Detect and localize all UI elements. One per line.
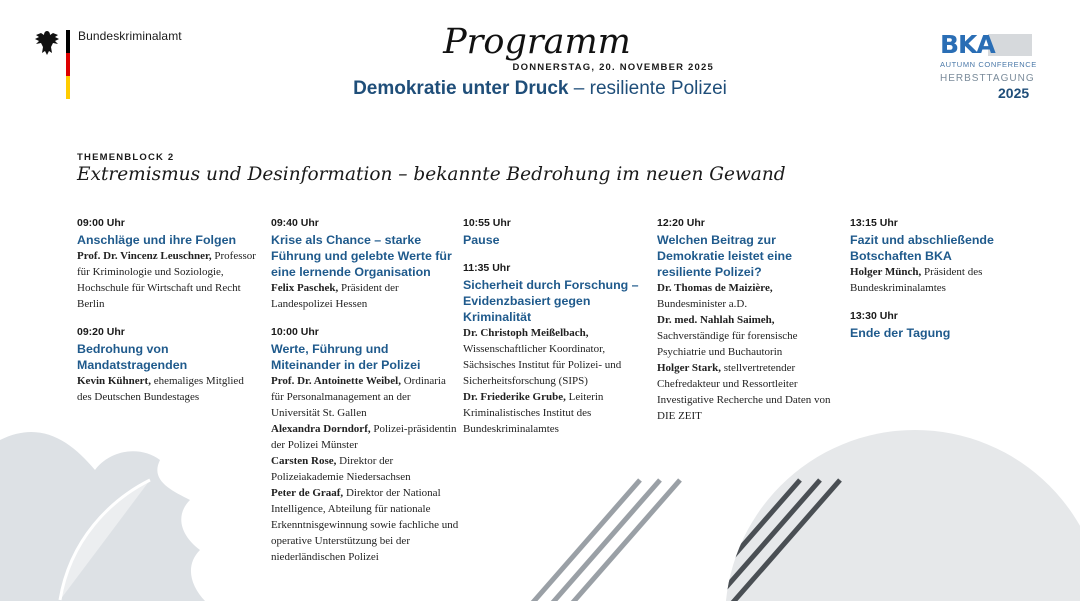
schedule-item: [850, 310, 1030, 341]
speaker-role: Präsident des Bundeskriminalamtes: [850, 266, 983, 294]
speaker-name: Alexandra Dorndorf,: [271, 423, 371, 435]
speaker-role: Leiterin Kriminalistisches Institut des Bundeskriminalamtes: [463, 391, 604, 435]
item-time: 13:15 Uhr: [850, 217, 898, 229]
page-title: Programm: [443, 22, 631, 62]
speaker-name: Prof. Dr. Vincenz Leuschner,: [77, 250, 212, 262]
schedule-column-4: [657, 217, 837, 438]
organization-name: Bundeskriminalamt: [78, 29, 182, 43]
speaker-name: Holger Münch,: [850, 266, 922, 278]
schedule-item: [271, 217, 459, 312]
speaker-name: Dr. Thomas de Maizière,: [657, 282, 773, 294]
schedule-column-1: [77, 217, 257, 419]
speaker: [850, 264, 1030, 296]
speaker: [463, 389, 643, 437]
item-time: 10:55 Uhr: [463, 217, 511, 229]
bka-logo-line1: AUTUMN CONFERENCE: [940, 60, 1037, 69]
speaker-name: Carsten Rose,: [271, 455, 337, 467]
speaker-role: Sachverständige für forensische Psychiatrie und Buchautorin: [657, 330, 798, 358]
item-title: Pause: [463, 233, 500, 247]
speaker: [271, 485, 459, 565]
schedule-item: [463, 262, 643, 437]
item-time: 09:00 Uhr: [77, 217, 125, 229]
bka-logo: [938, 30, 1038, 102]
speaker: [463, 325, 643, 389]
event-subtitle: [0, 78, 1080, 100]
item-title: Fazit und abschließende Botschaften BKA: [850, 233, 994, 263]
speaker-name: Felix Paschek,: [271, 282, 339, 294]
speaker-role: Direktor der Polizeiakademie Niedersachsen: [271, 455, 411, 483]
item-time: 09:20 Uhr: [77, 326, 125, 338]
block-label: THEMENBLOCK 2: [77, 152, 175, 163]
speaker-role: Präsident der Landespolizei Hessen: [271, 282, 399, 310]
speaker: [271, 421, 459, 453]
item-title: Welchen Beitrag zur Demokratie leistet eine resiliente Polizei?: [657, 233, 792, 279]
subtitle-rest: – resiliente Polizei: [573, 78, 727, 99]
speaker: [657, 360, 837, 424]
schedule-column-3: [463, 217, 643, 451]
speaker: [271, 453, 459, 485]
item-title: Sicherheit durch Forschung – Evidenzbasiert gegen Kriminalität: [463, 278, 639, 324]
speaker-name: Peter de Graaf,: [271, 487, 344, 499]
speaker-role: Professor für Kriminologie und Soziologie, Hochschule für Wirtschaft und Recht Berlin: [77, 250, 256, 310]
speaker: [657, 280, 837, 312]
item-title: Anschläge und ihre Folgen: [77, 233, 237, 247]
subtitle-bold: Demokratie unter Druck: [353, 78, 569, 99]
speaker: [77, 248, 257, 312]
schedule-item: [271, 326, 459, 565]
speaker-name: Dr. Friederike Grube,: [463, 391, 566, 403]
item-title: Bedrohung von Mandatstragenden: [77, 342, 188, 372]
schedule-column-2: [271, 217, 459, 579]
bka-logo-line2: HERBSTTAGUNG: [940, 73, 1035, 84]
speaker: [271, 280, 459, 312]
speaker: [77, 373, 257, 405]
speaker-role: ehemaliges Mitglied des Deutschen Bundestages: [77, 375, 244, 403]
schedule-column-5: [850, 217, 1030, 355]
speaker-name: Dr. Christoph Meißelbach,: [463, 327, 589, 339]
speaker-role: stellvertretender Chefredakteur und Ressortleiter Investigative Recherche und Daten von DIE ZEIT: [657, 362, 831, 422]
block-title: Extremismus und Desinformation – bekannte Bedrohung im neuen Gewand: [77, 164, 786, 185]
item-time: 09:40 Uhr: [271, 217, 319, 229]
bka-logo-year: 2025: [998, 85, 1030, 101]
speaker: [271, 373, 459, 421]
schedule-item: [657, 217, 837, 424]
speaker-name: Kevin Kühnert,: [77, 375, 151, 387]
schedule-item: [463, 217, 643, 248]
item-time: 12:20 Uhr: [657, 217, 705, 229]
item-title: Werte, Führung und Miteinander in der Polizei: [271, 342, 421, 372]
event-date: DONNERSTAG, 20. NOVEMBER 2025: [512, 62, 714, 73]
schedule-item: [77, 217, 257, 312]
item-time: 13:30 Uhr: [850, 310, 898, 322]
speaker-role: Bundesminister a.D.: [657, 298, 748, 310]
circle-decoration: [725, 430, 1080, 601]
item-time: 11:35 Uhr: [463, 262, 511, 274]
speaker-name: Dr. med. Nahlah Saimeh,: [657, 314, 775, 326]
speaker-name: Prof. Dr. Antoinette Weibel,: [271, 375, 401, 387]
schedule-item: [77, 326, 257, 405]
item-title: Krise als Chance – starke Führung und gelebte Werte für eine lernende Organisation: [271, 233, 452, 279]
bka-logo-mark: BKA: [940, 30, 995, 59]
speaker: [657, 312, 837, 360]
schedule-item: [850, 217, 1030, 296]
speaker-role: Direktor der National Intelligence, Abteilung für nationale Erkenntnisgewinnung sowie fachliche und operative Unterstützung bei der niederländischen Polizei: [271, 487, 459, 563]
speaker-name: Holger Stark,: [657, 362, 721, 374]
speaker-role: Polizei-präsidentin der Polizei Münster: [271, 423, 457, 451]
speaker-role: Wissenschaftlicher Koordinator, Sächsisches Institut für Polizei- und Sicherheitsforschung (SIPS): [463, 343, 622, 387]
item-time: 10:00 Uhr: [271, 326, 319, 338]
speaker-role: Ordinaria für Personalmanagement an der Universität St. Gallen: [271, 375, 446, 419]
item-title: Ende der Tagung: [850, 326, 951, 340]
